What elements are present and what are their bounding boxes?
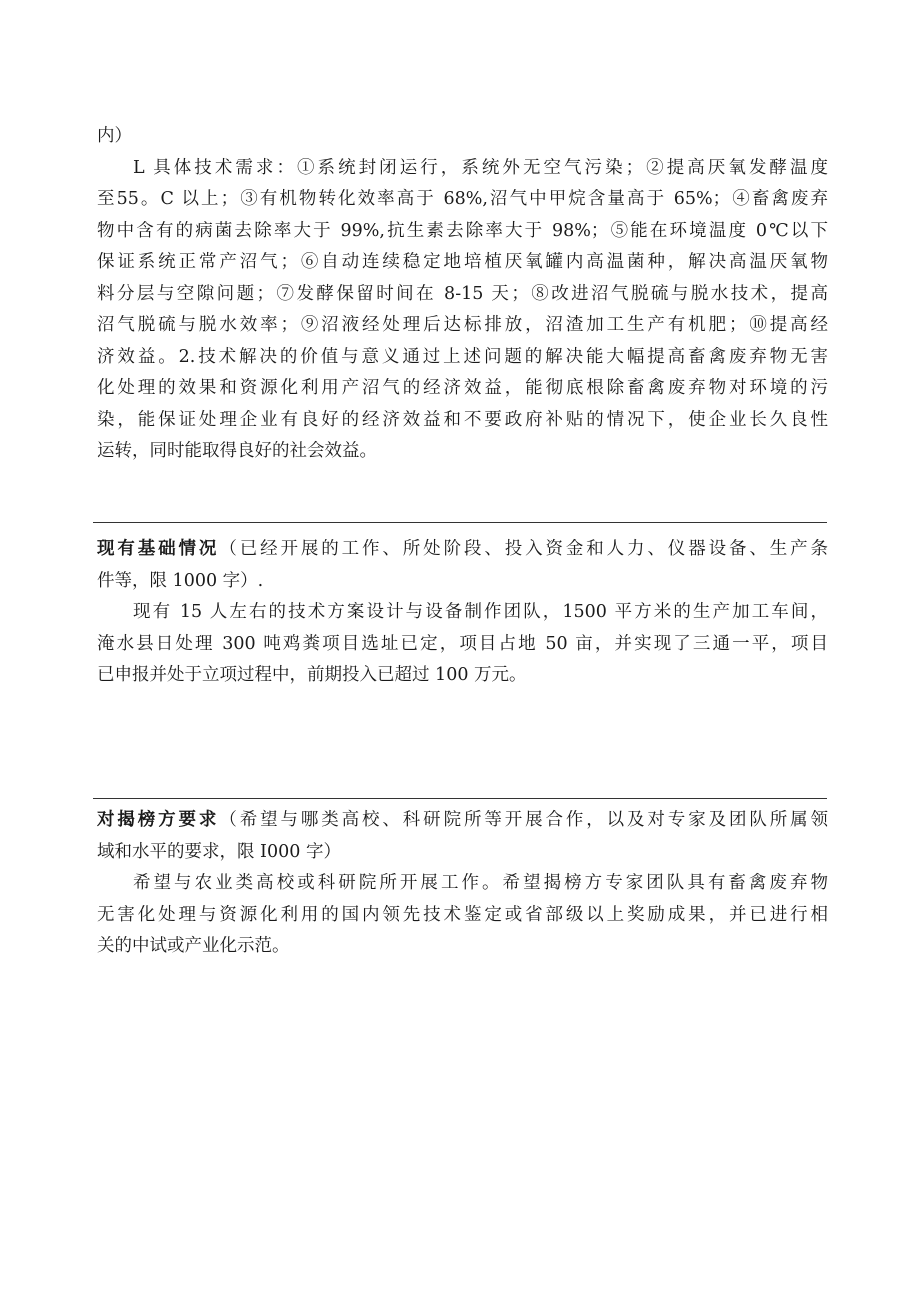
paragraph-line: 无害化处理与资源化利用的国内领先技术鉴定或省部级以上奖励成果，并已进行相: [97, 904, 828, 925]
paragraph-line: 淹水县日处理 300 吨鸡粪项目选址已定，项目占地 50 亩，并实现了三通一平，项目: [97, 633, 828, 654]
paragraph-line: 保证系统正常产沼气；⑥自动连续稳定地培植厌氧罐内高温菌种，解决高温厌氧物: [97, 252, 828, 272]
paragraph-line: 化处理的效果和资源化利用产沼气的经济效益，能彻底根除畜禽废弃物对环境的污: [97, 378, 828, 398]
section-note-line: 域和水平的要求，限 I000 字）: [97, 841, 341, 862]
section-note-line: 件等，限 1000 字）.: [97, 570, 264, 591]
existing-basis-section: [97, 534, 828, 692]
paragraph-line: 已申报并处于立项过程中，前期投入已超过 100 万元。: [97, 665, 527, 685]
paragraph-line: 关的中试或产业化示范。: [97, 936, 290, 956]
section-note: （希望与哪类高校、科研院所等开展合作，以及对专家及团队所属领: [219, 810, 828, 830]
section-heading: 对揭榜方要求: [97, 810, 220, 830]
solver-requirements-section: [97, 805, 828, 963]
section-heading-line: [97, 534, 828, 566]
paragraph-line: 希望与农业类高校或科研院所开展工作。希望揭榜方专家团队具有畜禽废弃物: [133, 873, 828, 893]
paragraph-line: 染，能保证处理企业有良好的经济效益和不要政府补贴的情况下，使企业长久良性: [97, 409, 828, 430]
section-divider: [93, 522, 827, 523]
paragraph-line: 现有 15 人左右的技术方案设计与设备制作团队，1500 平方米的生产加工车间，: [133, 602, 828, 622]
technical-needs-section: [97, 121, 828, 468]
section-divider: [93, 798, 827, 799]
paragraph-line: 料分层与空隙问题；⑦发酵保留时间在 8-15 天；⑧改进沼气脱硫与脱水技术，提高: [97, 283, 828, 304]
paragraph-line: 至55。C 以上；③有机物转化效率高于 68%,沼气中甲烷含量高于 65%；④畜禽废弃: [97, 189, 828, 209]
section-note: （已经开展的工作、所处阶段、投入资金和人力、仪器设备、生产条: [219, 539, 828, 559]
paragraph-line: 内）: [97, 126, 132, 146]
paragraph-line: L 具体技术需求：①系统封闭运行，系统外无空气污染；②提高厌氧发酵温度: [133, 157, 828, 178]
section-heading: 现有基础情况: [97, 539, 220, 559]
paragraph-line: 济效益。2.技术解决的价值与意义通过上述问题的解决能大幅提高畜禽废弃物无害: [97, 346, 828, 367]
paragraph-line: 物中含有的病菌去除率大于 99%,抗生素去除率大于 98%；⑤能在环境温度 0℃以下: [97, 220, 828, 241]
paragraph-line: 运转，同时能取得良好的社会效益。: [97, 441, 377, 461]
section-heading-line: [97, 805, 828, 837]
paragraph-line: 沼气脱硫与脱水效率；⑨沼液经处理后达标排放，沼渣加工生产有机肥；⑩提高经: [97, 315, 828, 335]
